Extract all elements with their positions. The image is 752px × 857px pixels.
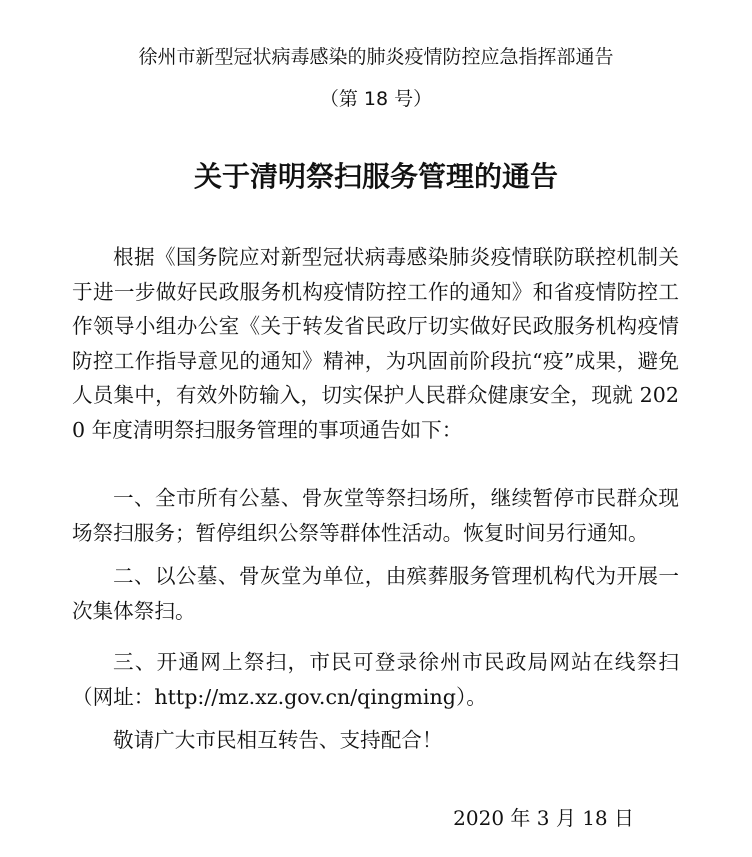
intro-paragraph: 根据《国务院应对新型冠状病毒感染肺炎疫情联防联控机制关于进一步做好民政服务机构疫情防控工作的通知》和省疫情防控工作领导小组办公室《关于转发省民政厅切实做好民政服务机构疫情防控工作指导意见的通知》精神，为巩固前阶段抗“疫”成果，避免人员集中，有效外防输入，切实保护人民群众健康安全，现就 2020 年度清明祭扫服务管理的事项通告如下： [72,245,679,442]
issue-number: （第 18 号） [319,88,433,110]
notice-title: 关于清明祭扫服务管理的通告 [193,160,558,193]
item-two-paragraph: 二、以公墓、骨灰堂为单位，由殡葬服务管理机构代为开展一次集体祭扫。 [72,564,679,623]
closing-paragraph: 敬请广大市民相互转告、支持配合！ [113,728,443,752]
issuing-authority-title: 徐州市新型冠状病毒感染的肺炎疫情防控应急指挥部通告 [138,46,614,68]
issue-date: 2020 年 3 月 18 日 [453,806,634,830]
item-three-paragraph: 三、开通网上祭扫，市民可登录徐州市民政局网站在线祭扫（网址：http://mz.xz.gov.cn/qingming）。 [72,650,679,709]
item-one-paragraph: 一、全市所有公墓、骨灰堂等祭扫场所，继续暂停市民群众现场祭扫服务；暂停组织公祭等群体性活动。恢复时间另行通知。 [72,486,679,545]
